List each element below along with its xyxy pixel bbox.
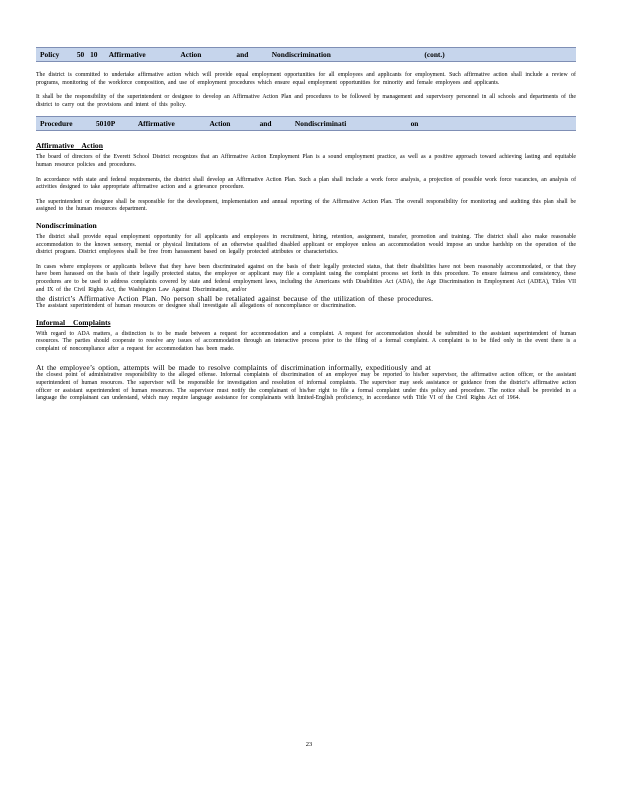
informal-option-line: At the employee’s option, attempts will be made to resolve complaints of discrimination informally, expeditiously and at bbox=[36, 363, 431, 373]
nondiscrimination-paragraph-1: The district shall provide equal employment opportunity for all applicants and employees in recruitment, hiring, retention, assignment, transfer, promotion and training. The district shall also make reasonable accommodation to the known sensory, mental or physical limitations of an otherwise qualified disabled applicant or employee unless an accommodation would impose an undue hardship on the operation of the district program. District employees shall be free from harassment based on legally protected attributes or characteristics. bbox=[36, 233, 576, 256]
policy-header-bar: Policy 50 10 Affirmative Action and Nondiscrimination (cont.) bbox=[36, 47, 576, 62]
policy-paragraph-2: It shall be the responsibility of the superintendent or designee to develop an Affirmative Action Plan and procedures to be followed by management and supervisory personnel in all schools and departments of the district to carry out the provisions and intent of this policy. bbox=[36, 94, 576, 108]
policy-paragraph-1: The district is committed to undertake affirmative action which will provide equal employment opportunities for all employees and applicants for employment. Such affirmative action shall include a review of programs, monitoring of the workforce composition, and use of employment procedures which ensure equal employment opportunities for minority and female employees and applicants. bbox=[36, 72, 576, 86]
affirmative-paragraph-2: In accordance with state and federal requirements, the district shall develop an Affirmative Action Plan. Such a plan shall include a work force analysis, a projection of possible work force vacancies, an analysis of activities designed to take appropriate affirmative action and a grievance procedure. bbox=[36, 176, 576, 191]
affirmative-paragraph-3: The superintendent or designee shall be responsible for the development, implementation and annual reporting of the Affirmative Action Plan. The overall responsibility for monitoring and auditing this plan shall be assigned to the human resources department. bbox=[36, 198, 576, 213]
informal-paragraph-1: With regard to ADA matters, a distinction is to be made between a request for accommodation and a complaint. A request for accommodation should be submitted to the assistant superintendent of human resources. The parties should cooperate to resolve any issues of accommodation through an interactive process prior to the filing of a formal complaint. A complaint is to be filed only in the event there is a complaint of noncompliance after a request for accommodation has been made. bbox=[36, 330, 576, 352]
page-number: 23 bbox=[305, 741, 313, 748]
page-content bbox=[36, 47, 576, 410]
informal-complaints-heading: Informal Complaints bbox=[36, 317, 111, 327]
informal-paragraph-2: the closest point of administrative responsibility to the alleged offense. Informal complaints of discrimination of an employee may be reported to his/her supervisor, the affirmative action officer, or the assistant superintendent of human resources. The supervisor will be responsible for investigation and resolution of informal complaints. The supervisor may seek assistance or guidance from the district’s affirmative action officer or assistant superintendent of human resources. The supervisor must notify the complainant of his/her right to file a formal complaint under this policy and procedure. The notice shall be provided in a language the complainant can understand, which may require language assistance for complainants with limited-English proficiency, in accordance with Title VI of the Civil Rights Act of 1964. bbox=[36, 372, 576, 402]
nondiscrimination-paragraph-3: The assistant superintendent of human resources or designee shall investigate all allegations of noncompliance or discrimination. bbox=[36, 303, 357, 310]
affirmative-action-heading: Affirmative Action bbox=[36, 141, 103, 151]
affirmative-paragraph-1: The board of directors of the Everett School District recognizes that an Affirmative Action Employment Plan is a sound employment practice, as well as a positive approach toward achieving lasting and equitable human resource policies and procedures. bbox=[36, 154, 576, 168]
nondiscrimination-retaliation-line: the district’s Affirmative Action Plan. No person shall be retaliated against because of the utilization of these procedures. bbox=[36, 294, 434, 304]
nondiscrimination-heading: Nondiscrimination bbox=[36, 220, 97, 230]
procedure-header-bar: Procedure 5010P Affirmative Action and Nondiscriminati on bbox=[36, 116, 576, 131]
nondiscrimination-paragraph-2: In cases where employees or applicants believe that they have been discriminated against on the basis of their legally protected status, that their disabilities have not been reasonably accommodated, or that they have been harassed on the basis of their legally protected status, the employee or applicant may file a complaint using the complaint process set forth in this procedure. To ensure fairness and consistency, these procedures are to be used to address complaints covered by state and federal employment laws, including the Americans with Disabilities Act (ADA), the Age Discrimination in Employment Act (ADEA), Titles VII and IX of the Civil Rights Act, the Washington Law Against Discrimination, and/or bbox=[36, 263, 576, 293]
